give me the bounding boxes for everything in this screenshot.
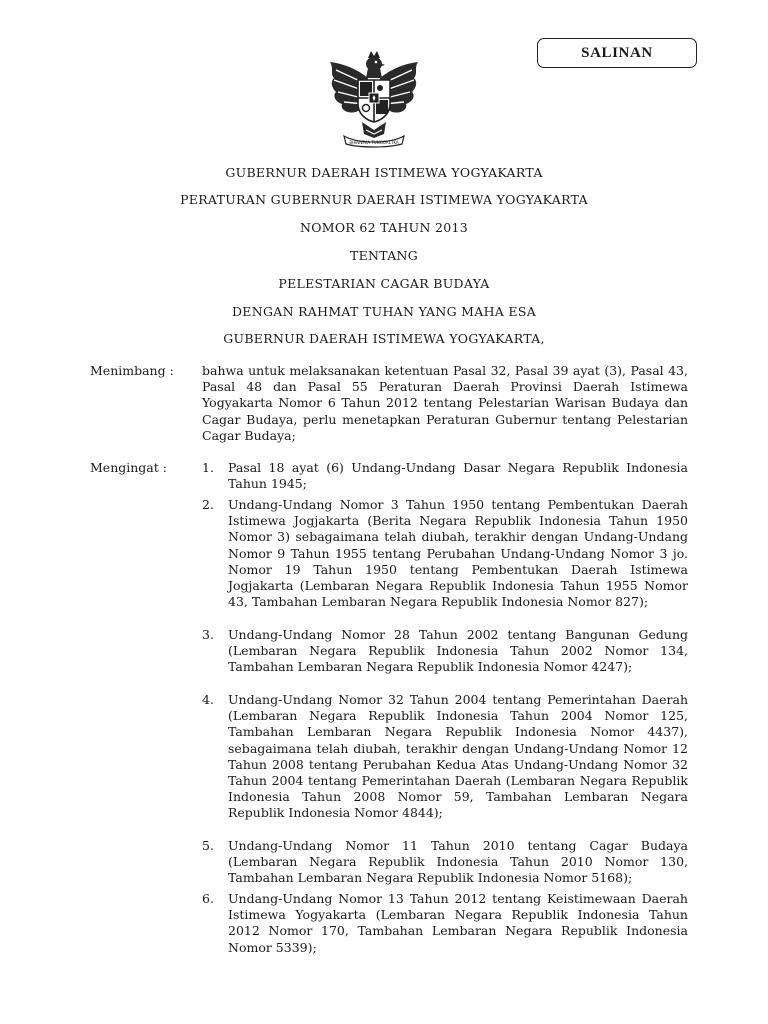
header-line-5: PELESTARIAN CAGAR BUDAYA — [278, 276, 490, 291]
header-line-1: GUBERNUR DAERAH ISTIMEWA YOGYAKARTA — [225, 165, 543, 180]
salinan-stamp: SALINAN — [537, 38, 697, 68]
list-item-number: 1. — [202, 460, 214, 475]
header-line-2: PERATURAN GUBERNUR DAERAH ISTIMEWA YOGYAKARTA — [180, 192, 588, 207]
header-line-6: DENGAN RAHMAT TUHAN YANG MAHA ESA — [231, 304, 537, 319]
menimbang-text: bahwa untuk melaksanakan ketentuan Pasal 32, Pasal 39 ayat (3), Pasal 43, Pasal 48 dan Pasal 55 Peraturan Daerah Provinsi Daerah Istimewa Yogyakarta Nomor 6 Tahun 2012 tentang Pelestarian Warisan Budaya dan Cagar Budaya, perlu menetapkan Peraturan Gubernur tentang Pelestarian Cagar Budaya; — [202, 363, 688, 443]
list-item-text: Undang-Undang Nomor 32 Tahun 2004 tentang Pemerintahan Daerah (Lembaran Negara Republik Indonesia Tahun 2004 Nomor 125, Tambahan Lembaran Negara Republik Indonesia Nomor 4437), sebagaimana telah diubah, terakhir dengan Undang-Undang Nomor 12 Tahun 2008 tentang Perubahan Kedua Atas Undang-Undang Nomor 32 Tahun 2004 tentang Pemerintahan Daerah (Lembaran Negara Republik Indonesia Tahun 2008 Nomor 59, Tambahan Lembaran Negara Republik Indonesia Nomor 4844); — [228, 692, 688, 821]
menimbang-label: Menimbang : — [90, 363, 174, 378]
header-line-3: NOMOR 62 TAHUN 2013 — [299, 220, 469, 235]
header-line-7: GUBERNUR DAERAH ISTIMEWA YOGYAKARTA, — [223, 331, 545, 346]
list-item-text: Undang-Undang Nomor 11 Tahun 2010 tentang Cagar Budaya (Lembaran Negara Republik Indonesia Tahun 2010 Nomor 130, Tambahan Lembaran Negara Republik Indonesia Nomor 5168); — [228, 838, 688, 886]
emblem-banner-text: BHINNEKA TUNGGAL IKA — [349, 140, 399, 145]
list-item-text: Undang-Undang Nomor 28 Tahun 2002 tentang Bangunan Gedung (Lembaran Negara Republik Indonesia Tahun 2002 Nomor 134, Tambahan Lembaran Negara Republik Indonesia Nomor 4247); — [228, 627, 688, 675]
list-item-number: 5. — [202, 838, 214, 853]
list-item-text: Undang-Undang Nomor 13 Tahun 2012 tentang Keistimewaan Daerah Istimewa Yogyakarta (Lembaran Negara Republik Indonesia Tahun 2012 Nomor 170, Tambahan Lembaran Negara Republik Indonesia Nomor 5339); — [228, 891, 688, 955]
list-item-number: 3. — [202, 627, 214, 642]
mengingat-label: Mengingat : — [90, 460, 167, 475]
garuda-emblem-icon — [318, 48, 430, 148]
list-item-number: 4. — [202, 692, 214, 707]
list-item-text: Pasal 18 ayat (6) Undang-Undang Dasar Negara Republik Indonesia Tahun 1945; — [228, 460, 688, 492]
list-item-number: 2. — [202, 497, 214, 512]
list-item-text: Undang-Undang Nomor 3 Tahun 1950 tentang Pembentukan Daerah Istimewa Jogjakarta (Berita Negara Republik Indonesia Tahun 1950 Nomor 3) sebagaimana telah diubah, terakhir dengan Undang-Undang Nomor 9 Tahun 1955 tentang Perubahan Undang-Undang Nomor 3 jo. Nomor 19 Tahun 1950 tentang Pembentukan Daerah Istimewa Jogjakarta (Lembaran Negara Republik Indonesia Tahun 1955 Nomor 43, Tambahan Lembaran Negara Republik Indonesia Nomor 827); — [228, 497, 688, 610]
header-line-4: TENTANG — [349, 248, 419, 263]
list-item-number: 6. — [202, 891, 214, 906]
